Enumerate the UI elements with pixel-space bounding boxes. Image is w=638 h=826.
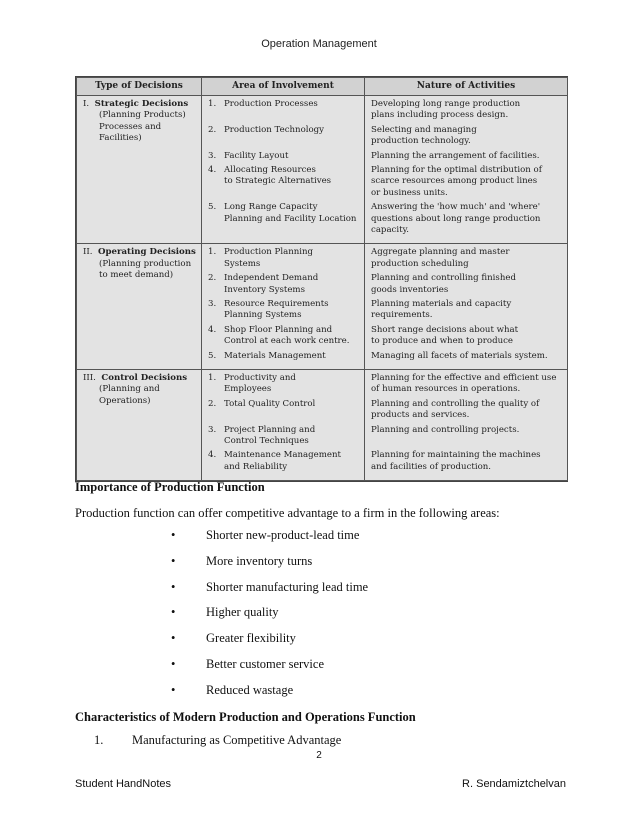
bullet-icon: •	[171, 579, 176, 594]
area-item	[208, 99, 360, 125]
activity-text: Planning the arrangement of facilities.	[371, 150, 540, 161]
activity-text: Planning for the optimal distribution of scarce resources among product lines or business units.	[371, 164, 542, 198]
decision-group-row	[77, 369, 568, 480]
area-item	[208, 247, 360, 273]
area-number: 4.	[208, 164, 217, 175]
activity-text: Aggregate planning and master production scheduling	[371, 247, 510, 269]
decision-type-description: (Planning and	[99, 384, 160, 395]
area-number: 5.	[208, 202, 217, 213]
area-number: 4.	[208, 450, 217, 461]
bullet-icon: •	[171, 656, 176, 671]
activity-text: Planning for the effective and efficient use of human resources in operations.	[371, 372, 557, 395]
area-item	[208, 151, 360, 165]
area-text: Total Quality Control	[224, 398, 316, 409]
activity-text: Managing all facets of materials system.	[371, 350, 548, 361]
area-text: Production Technology	[224, 124, 325, 135]
decision-group-row	[77, 244, 568, 370]
activity-text: Short range decisions about what to produce and when to produce	[371, 324, 519, 347]
page-number: 2	[316, 750, 322, 761]
decision-type-description: Operations)	[99, 395, 151, 406]
area-cell	[202, 96, 365, 244]
area-number: 1.	[208, 247, 217, 258]
activity-text: Developing long range production plans including process design.	[371, 99, 521, 121]
item-number: 1.	[94, 733, 104, 747]
column-header: Nature of Activities	[365, 78, 568, 96]
roman-numeral: III.	[83, 372, 96, 383]
area-item	[208, 273, 360, 299]
list-item-text: More inventory turns	[206, 553, 313, 568]
area-text: Independent Demand Inventory Systems	[224, 273, 319, 295]
area-text: Shop Floor Planning and Control at each work centre.	[224, 324, 350, 347]
decision-type-description: (Planning production	[99, 258, 192, 269]
bullet-icon: •	[171, 553, 176, 568]
decision-type-title	[83, 373, 197, 384]
activity-text: Planning for maintaining the machines and facilities of production.	[371, 450, 541, 472]
area-text: Productivity and Employees	[224, 372, 296, 395]
area-item	[208, 165, 360, 202]
decision-type-title	[83, 99, 197, 110]
table-header-row	[77, 78, 568, 96]
footer-author-name: R. Sendamiztchelvan	[462, 778, 566, 790]
area-number: 1.	[208, 372, 217, 383]
area-cell	[202, 369, 365, 480]
activity-text: Planning and controlling projects.	[371, 424, 520, 435]
activity-text: Selecting and managing production technology.	[371, 124, 477, 147]
activity-cell	[365, 96, 568, 244]
list-item-text: Better customer service	[206, 656, 325, 671]
area-text: Allocating Resources to Strategic Alternatives	[224, 164, 332, 187]
bullet-icon: •	[171, 682, 176, 697]
bullet-icon: •	[171, 631, 176, 646]
area-number: 1.	[208, 99, 217, 109]
area-text: Facility Layout	[224, 150, 289, 161]
footer-author-label: Student HandNotes	[75, 778, 172, 790]
roman-numeral: I.	[83, 99, 90, 109]
section-heading: Importance of Production Function	[75, 480, 265, 494]
intro-paragraph: Production function can offer competitive advantage to a firm in the following areas:	[75, 506, 500, 520]
decision-type-description: Processes and	[99, 121, 162, 132]
list-item-text: Shorter new-product-lead time	[206, 528, 360, 542]
area-item	[208, 299, 360, 325]
decision-type-name: Control Decisions	[101, 372, 188, 383]
list-item-text: Greater flexibility	[206, 631, 296, 646]
activity-text: Planning and controlling the quality of products and services.	[371, 398, 540, 421]
decision-type-description: Facilities)	[99, 133, 142, 144]
area-number: 2.	[208, 398, 217, 409]
area-text: Maintenance Management and Reliability	[224, 450, 341, 472]
type-cell	[77, 369, 202, 480]
list-item-text: Shorter manufacturing lead time	[206, 579, 369, 594]
activity-text: Planning materials and capacity requirements.	[371, 298, 512, 321]
area-text: Long Range Capacity Planning and Facility Location	[224, 202, 357, 224]
column-header: Type of Decisions	[77, 78, 202, 96]
area-item	[208, 125, 360, 151]
area-number: 2.	[208, 124, 217, 135]
decision-type-description: (Planning Products)	[99, 110, 186, 121]
area-item	[208, 351, 360, 365]
area-item	[208, 373, 360, 399]
activity-cell	[365, 369, 568, 480]
section-heading: Characteristics of Modern Production and Operations Function	[75, 710, 416, 724]
area-item	[208, 399, 360, 425]
decisions-table	[75, 76, 568, 482]
decision-type-name: Operating Decisions	[98, 247, 196, 258]
item-text: Manufacturing as Competitive Advantage	[132, 733, 342, 747]
area-text: Materials Management	[224, 350, 326, 361]
type-cell	[77, 244, 202, 370]
decision-group-row	[77, 96, 568, 244]
roman-numeral: II.	[83, 247, 93, 258]
area-number: 4.	[208, 324, 217, 335]
area-cell	[202, 244, 365, 370]
area-item	[208, 325, 360, 351]
list-item-text: Reduced wastage	[206, 682, 294, 697]
area-text: Resource Requirements Planning Systems	[224, 298, 329, 321]
bullet-icon: •	[171, 528, 176, 542]
area-number: 3.	[208, 424, 217, 435]
area-number: 3.	[208, 298, 217, 309]
area-text: Production Planning Systems	[224, 247, 314, 269]
bullet-icon: •	[171, 605, 176, 620]
area-text: Production Processes	[224, 99, 318, 109]
type-cell	[77, 96, 202, 244]
area-item	[208, 202, 360, 239]
activity-text: Planning and controlling finished goods inventories	[371, 273, 516, 295]
area-number: 3.	[208, 150, 217, 161]
decision-type-title	[83, 247, 197, 258]
page-header: Operation Management	[261, 38, 377, 50]
list-item-text: Higher quality	[206, 605, 279, 620]
area-item	[208, 425, 360, 451]
area-item	[208, 450, 360, 476]
decision-type-name: Strategic Decisions	[94, 99, 189, 109]
activity-cell	[365, 244, 568, 370]
activity-text: Answering the 'how much' and 'where' questions about long range production capacity.	[371, 202, 541, 235]
area-number: 5.	[208, 350, 217, 361]
area-text: Project Planning and Control Techniques	[224, 424, 316, 446]
area-number: 2.	[208, 273, 217, 284]
column-header: Area of Involvement	[202, 78, 365, 96]
decision-type-description: to meet demand)	[99, 270, 174, 281]
